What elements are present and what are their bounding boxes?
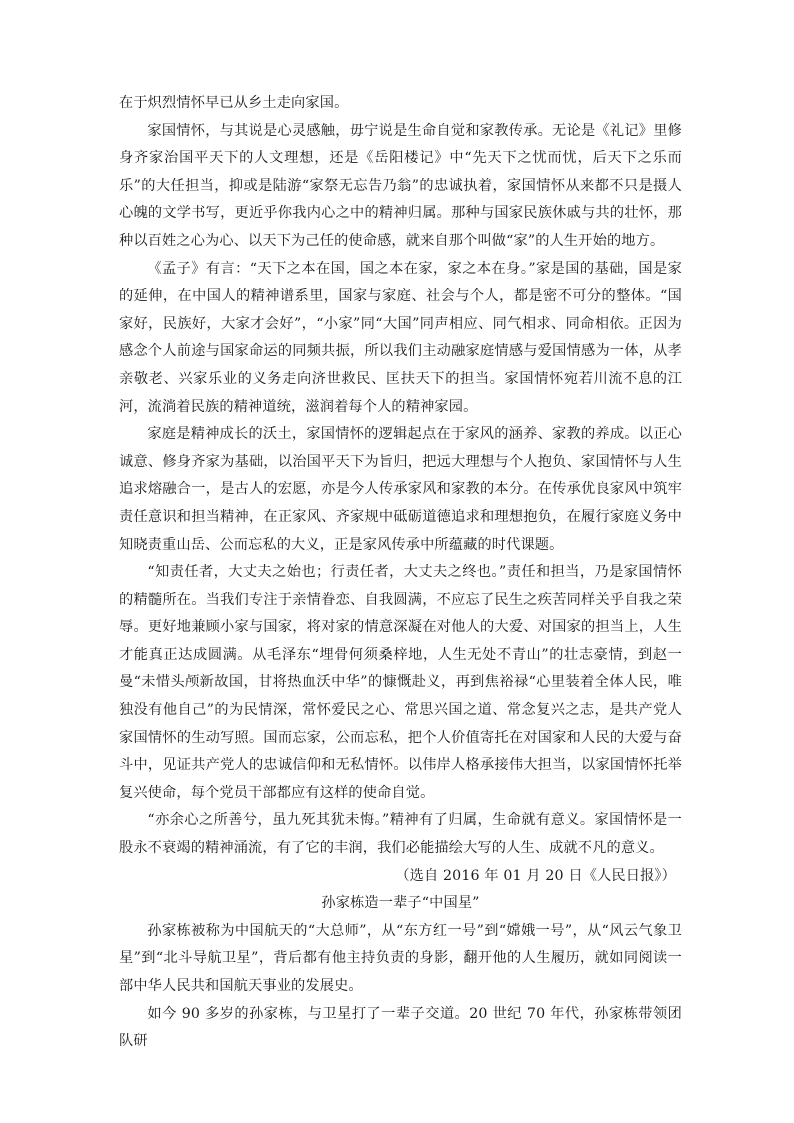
paragraph: 家庭是精神成长的沃土，家国情怀的逻辑起点在于家风的涵养、家教的养成。以正心诚意、修身齐家为基础，以治国平天下为旨归，把远大理想与个人抱负、家国情怀与人生追求熔融合一，是古人的宏愿，亦是今人传承家风和家教的本分。在传承优良家风中筑牢责任意识和担当精神，在正家风、齐家规中砥砺道德追求和理想抱负，在履行家庭义务中知晓责重山岳、公而忘私的大义，正是家风传承中所蕴藏的时代课题。 [119,426,682,553]
paragraph: 家国情怀，与其说是心灵感触，毋宁说是生命自觉和家教传承。无论是《礼记》里修身齐家治国平天下的人文理想，还是《岳阳楼记》中“先天下之忧而忧，后天下之乐而乐”的大任担当，抑或是陆游“家祭无忘告乃翁”的忠诚执着，家国情怀从来都不只是摄人心魄的文学书写，更近乎你我内心之中的精神归属。那种与国家民族休戚与共的壮怀，那种以百姓之心为心、以天下为己任的使命感，就来自那个叫做“家”的人生开始的地方。 [119,122,682,249]
paragraph: “亦余心之所善兮，虽九死其犹未悔。”精神有了归属，生命就有意义。家国情怀是一股永不衰竭的精神涌流，有了它的丰润，我们必能描绘大写的人生、成就不凡的意义。 [119,812,682,857]
source-citation: （选自 2016 年 01 月 20 日《人民日报》） [395,867,676,884]
paragraph: “知责任者，大丈夫之始也；行责任者，大丈夫之终也。”责任和担当，乃是家国情怀的精髓所在。当我们专注于亲情眷恋、自我圆满，不应忘了民生之疾苦同样关乎自我之荣辱。更好地兼顾小家与国家，将对家的情意深凝在对他人的大爱、对国家的担当上，人生才能真正达成圆满。从毛泽东“埋骨何须桑梓地，人生无处不青山”的壮志豪情，到赵一曼“未惜头颅新故国，甘将热血沃中华”的慷慨赴义，再到焦裕禄“心里装着全体人民，唯独没有他自己”的为民情深，常怀爱民之心、常思兴国之道、常念复兴之志，是共产党人家国情怀的生动写照。国而忘家，公而忘私，把个人价值寄托在对国家和人民的大爱与奋斗中，见证共产党人的忠诚信仰和无私情怀。以伟岸人格承接伟大担当，以家国情怀托举复兴使命，每个党员干部都应有这样的使命自觉。 [119,564,682,801]
paragraph: 孙家栋被称为中国航天的“大总师”，从“东方红一号”到“嫦娥一号”，从“风云气象卫星”到“北斗导航卫星”，背后都有他主持负责的身影，翻开他的人生履历，就如同阅读一部中华人民共和国航天事业的发展史。 [119,922,682,994]
paragraph: 如今 90 多岁的孙家栋，与卫星打了一辈子交道。20 世纪 70 年代，孙家栋带领团队研 [119,1005,682,1050]
paragraph-continuation: 在于炽烈情怀早已从乡土走向家国。 [119,95,349,111]
article-title: 孙家栋造一辈子“中国星” [321,895,480,912]
document-page [119,90,682,1056]
paragraph: 《孟子》有言：“天下之本在国，国之本在家，家之本在身。”家是国的基础，国是家的延伸，在中国人的精神谱系里，国家与家庭、社会与个人，都是密不可分的整体。“国家好，民族好，大家才会好”，“小家”同“大国”同声相应、同气相求、同命相依。正因为感念个人前途与国家命运的同频共振，所以我们主动融家庭情感与爱国情感为一体，从孝亲敬老、兴家乐业的义务走向济世救民、匡扶天下的担当。家国情怀宛若川流不息的江河，流淌着民族的精神道统，滋润着每个人的精神家园。 [119,260,682,415]
